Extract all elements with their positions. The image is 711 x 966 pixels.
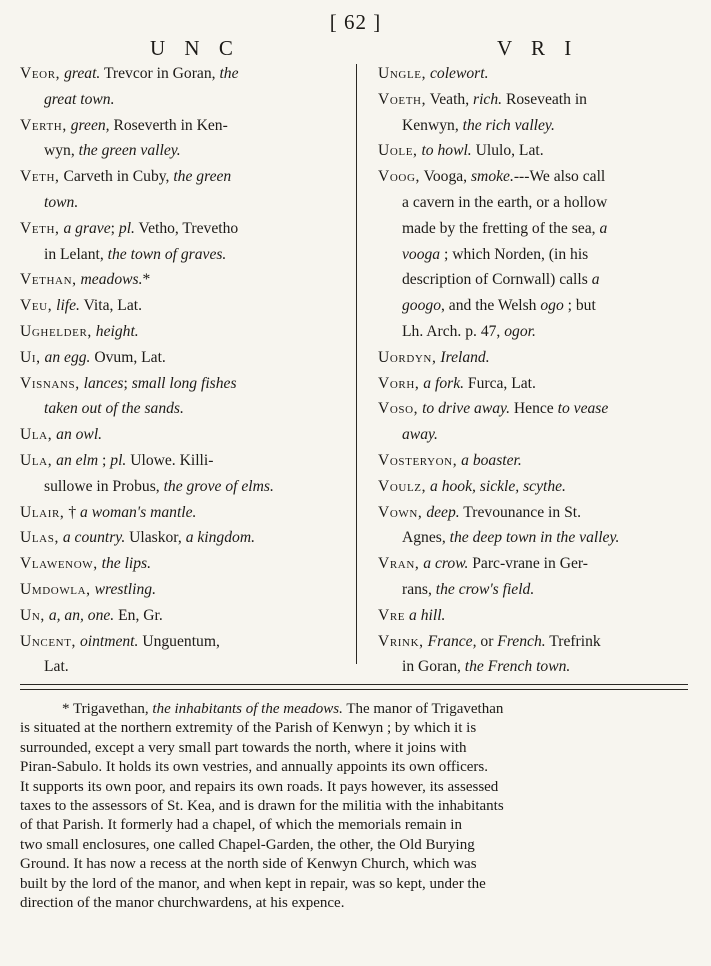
headword: Ulair, (20, 503, 65, 521)
entry-text: ogo (540, 297, 564, 315)
footnote-marker-gloss: the inhabitants of the meadows. (152, 701, 343, 717)
entry-text: Trevounance in St. (459, 503, 581, 521)
dictionary-entry (378, 603, 690, 629)
headword: Ughelder, (20, 322, 92, 340)
entry-text: France, (427, 632, 477, 650)
entry-text: the town of graves. (107, 245, 227, 263)
entry-text: Ulaskor, (125, 529, 186, 547)
entry-text: wrestling. (94, 580, 156, 598)
entry-text: taken out of the sands. (44, 400, 184, 418)
entry-text: the (219, 65, 239, 82)
entry-text: ogor. (504, 322, 536, 340)
entry-text: deep. (426, 503, 460, 521)
entry-continuation (378, 319, 690, 345)
entry-text: ---We also call (513, 168, 606, 186)
headword: Vran, (378, 555, 420, 573)
entry-text: or (476, 632, 498, 650)
headword: Ulas, (20, 529, 59, 547)
entry-text: ointment. (79, 632, 139, 650)
entry-continuation (378, 242, 690, 268)
entry-text: Roseverth in Ken- (109, 116, 228, 134)
headword: Vethan, (20, 271, 77, 289)
dictionary-entry (378, 371, 690, 397)
headword: Veu, (20, 297, 53, 315)
entry-text: a hill. (409, 606, 446, 624)
entry-continuation (378, 654, 690, 680)
dictionary-entry (20, 371, 334, 397)
right-column (378, 61, 690, 680)
dictionary-entry (20, 319, 334, 345)
entry-text: the lips. (101, 555, 152, 573)
entry-text: ; (123, 374, 132, 392)
entry-text: pl. (118, 219, 135, 237)
headword: Visnans, (20, 374, 80, 392)
entry-text: away. (402, 426, 438, 444)
right-column-heading: V R I (497, 36, 579, 60)
entry-text: Ulowe. Killi- (126, 451, 214, 469)
entry-text: the green valley. (78, 142, 181, 160)
entry-text: a grave (63, 219, 111, 237)
entry-continuation (378, 422, 690, 448)
entry-text: meadows. (80, 271, 143, 289)
headword: Vrink, (378, 632, 424, 650)
entry-text: pl. (110, 451, 127, 469)
entry-continuation (378, 216, 690, 242)
headword: Vosteryon, (378, 451, 458, 469)
entry-text: town. (44, 193, 79, 211)
entry-continuation (378, 267, 690, 293)
entry-text: an owl. (56, 426, 103, 444)
entry-text: googo (402, 297, 441, 315)
dictionary-entry (20, 603, 334, 629)
entry-text: an elm (56, 451, 99, 469)
entry-text: an egg. (44, 348, 91, 366)
dictionary-entry (378, 87, 690, 113)
headword: Uordyn, (378, 348, 437, 366)
entry-text: a kingdom. (185, 529, 255, 547)
headword: Ula, (20, 426, 53, 444)
entry-continuation (378, 113, 690, 139)
entry-text: to drive away. (422, 400, 510, 418)
entry-text: Vetho, Trevetho (134, 219, 239, 237)
entry-continuation (378, 190, 690, 216)
entry-text: Vita, Lat. (79, 297, 142, 315)
entry-continuation (20, 190, 334, 216)
dictionary-entry (20, 113, 334, 139)
headword: Un, (20, 606, 45, 624)
entry-continuation (20, 474, 334, 500)
headword: Ungle, (378, 65, 427, 82)
entry-text: the grove of elms. (163, 477, 274, 495)
entry-text: rans, (402, 580, 436, 598)
entry-text: Kenwyn, (402, 116, 463, 134)
headword: Voso, (378, 400, 419, 418)
dictionary-entry (20, 551, 334, 577)
entry-text: lances (83, 374, 124, 392)
entry-text: Furca, Lat. (464, 374, 536, 392)
entry-continuation (20, 396, 334, 422)
entry-text: Agnes, (402, 529, 450, 547)
entry-text: smoke. (470, 168, 514, 186)
headword: Verth, (20, 116, 67, 134)
entry-text: the crow's field. (435, 580, 535, 598)
dictionary-entry (378, 345, 690, 371)
entry-text: ; (110, 219, 119, 237)
entry-text: a woman's mantle. (80, 503, 197, 521)
entry-text: , and the Welsh (440, 297, 541, 315)
entry-text: a, an, one. (48, 606, 115, 624)
footnote-marker: * Trigavethan, (62, 701, 153, 717)
entry-text: Veath, (429, 90, 474, 108)
entry-text: Unguentum, (138, 632, 220, 650)
entry-text: colewort. (430, 65, 489, 82)
entry-text: Ireland. (440, 348, 490, 366)
footnote-rule-bottom (20, 689, 688, 690)
entry-text: Roseveath in (502, 90, 587, 108)
dictionary-entry (20, 345, 334, 371)
entry-text: † (68, 503, 81, 521)
entry-text: a (591, 271, 600, 289)
dictionary-entry (378, 61, 690, 87)
entry-continuation (20, 242, 334, 268)
entry-text: En, Gr. (114, 606, 163, 624)
entry-text: made by the fretting of the sea, (402, 219, 600, 237)
entry-text: to howl. (421, 142, 472, 160)
entry-text: Trevcor in Goran, (100, 65, 220, 82)
entry-text: a hook, sickle, scythe. (430, 477, 566, 495)
entry-text: to vease (557, 400, 609, 418)
entry-text: ; (98, 451, 111, 469)
dictionary-entry (20, 629, 334, 655)
page-number: [ 62 ] (329, 10, 382, 34)
dictionary-entry (20, 216, 334, 242)
entry-text: Trefrink (545, 632, 601, 650)
entry-text: great town. (44, 90, 115, 108)
entry-text: Ululo, Lat. (471, 142, 544, 160)
entry-text: the deep town in the valley. (449, 529, 620, 547)
footnote-rule-top (20, 684, 688, 685)
dictionary-entry (378, 500, 690, 526)
entry-text: in Lelant, (44, 245, 108, 263)
footnote-line: is situated at the northern extremity of the Parish of Kenwyn ; by which it is (20, 720, 477, 737)
entry-text: a fork. (423, 374, 465, 392)
entry-text: ; but (563, 297, 596, 315)
headword: Ui, (20, 348, 41, 366)
entry-text: great. (64, 65, 101, 82)
dictionary-entry (20, 293, 334, 319)
dictionary-entry (20, 422, 334, 448)
entry-text: height. (95, 322, 139, 340)
dictionary-entry (20, 164, 334, 190)
entry-text: a (599, 219, 608, 237)
entry-text: a boaster. (461, 451, 522, 469)
entry-continuation (20, 654, 334, 680)
dictionary-entry (378, 138, 690, 164)
entry-text: Lh. Arch. p. 47, (402, 322, 505, 340)
entry-text: life. (56, 297, 80, 315)
headword: Uncent, (20, 632, 77, 650)
headword: Ula, (20, 451, 53, 469)
footnote-line: built by the lord of the manor, and when kept in repair, was so kept, under the (20, 875, 486, 892)
dictionary-entry (378, 629, 690, 655)
footnote-line: taxes to the assessors of St. Kea, and is drawn for the militia with the inhabitants (20, 798, 504, 815)
entry-continuation (378, 525, 690, 551)
footnote-line: direction of the manor churchwardens, at his expence. (20, 895, 345, 912)
entry-continuation (20, 87, 334, 113)
footnote-first-line (20, 700, 688, 719)
headword: Voulz, (378, 477, 427, 495)
entry-text: a cavern in the earth, or a hollow (402, 193, 608, 211)
footnote-line: It supports its own poor, and repairs its own roads. It pays however, its assessed (20, 778, 499, 795)
left-column-heading: U N C (150, 36, 240, 60)
headword: Umdowla, (20, 580, 91, 598)
headword: Vown, (378, 503, 423, 521)
footnote (20, 700, 688, 913)
dictionary-entry (20, 525, 334, 551)
dictionary-entry (378, 551, 690, 577)
dictionary-entry (20, 448, 334, 474)
entry-text: ; which Norden, (in his (440, 245, 589, 263)
entry-text: Ovum, Lat. (90, 348, 166, 366)
entry-continuation (378, 577, 690, 603)
headword: Voog, (378, 168, 420, 186)
footnote-line: Piran-Sabulo. It holds its own vestries, and annually appoints its own officers. (20, 759, 488, 776)
footnote-line: The manor of Trigavethan (342, 701, 504, 717)
dictionary-entry (378, 396, 690, 422)
entry-text: * (142, 271, 151, 289)
footnote-line: of that Parish. It formerly had a chapel, of which the memorials remain in (20, 817, 462, 834)
entry-text: wyn, (44, 142, 79, 160)
entry-text: Lat. (44, 658, 69, 676)
entry-text: rich. (473, 90, 503, 108)
headword: Veor, (20, 65, 61, 82)
entry-text: Parc-vrane in Ger- (468, 555, 588, 573)
entry-continuation (20, 138, 334, 164)
entry-text: French. (497, 632, 546, 650)
dictionary-entry (378, 164, 690, 190)
entry-text: a country. (62, 529, 126, 547)
entry-text: Vooga, (423, 168, 471, 186)
entry-text: description of Cornwall) calls (402, 271, 592, 289)
footnote-line: Ground. It has now a recess at the north side of Kenwyn Church, which was (20, 856, 477, 873)
entry-text: Carveth in Cuby, (63, 168, 174, 186)
left-column (20, 61, 334, 680)
dictionary-entry (20, 61, 334, 87)
entry-text: a crow. (423, 555, 469, 573)
headword: Uole, (378, 142, 418, 160)
entry-text: the green (173, 168, 232, 186)
dictionary-entry (378, 474, 690, 500)
entry-text: Hence (510, 400, 558, 418)
entry-text: small long fishes (131, 374, 237, 392)
entry-text: sullowe in Probus, (44, 477, 164, 495)
headword: Voeth, (378, 90, 427, 108)
headword: Vre (378, 606, 406, 624)
entry-text: the rich valley. (462, 116, 555, 134)
footnote-line: surrounded, except a very small part towards the north, where it joins with (20, 739, 467, 756)
column-divider (356, 64, 357, 664)
headword: Vorh, (378, 374, 420, 392)
entry-text: the French town. (464, 658, 571, 676)
dictionary-entry (20, 500, 334, 526)
entry-text: green, (70, 116, 110, 134)
dictionary-entry (378, 448, 690, 474)
dictionary-entry (20, 267, 334, 293)
footnote-line: two small enclosures, one called Chapel-Garden, the other, the Old Burying (20, 836, 475, 853)
headword: Vlawenow, (20, 555, 98, 573)
headword: Veth, (20, 219, 60, 237)
entry-text: in Goran, (402, 658, 465, 676)
headword: Veth, (20, 168, 60, 186)
entry-continuation (378, 293, 690, 319)
entry-text: vooga (402, 245, 441, 263)
dictionary-entry (20, 577, 334, 603)
